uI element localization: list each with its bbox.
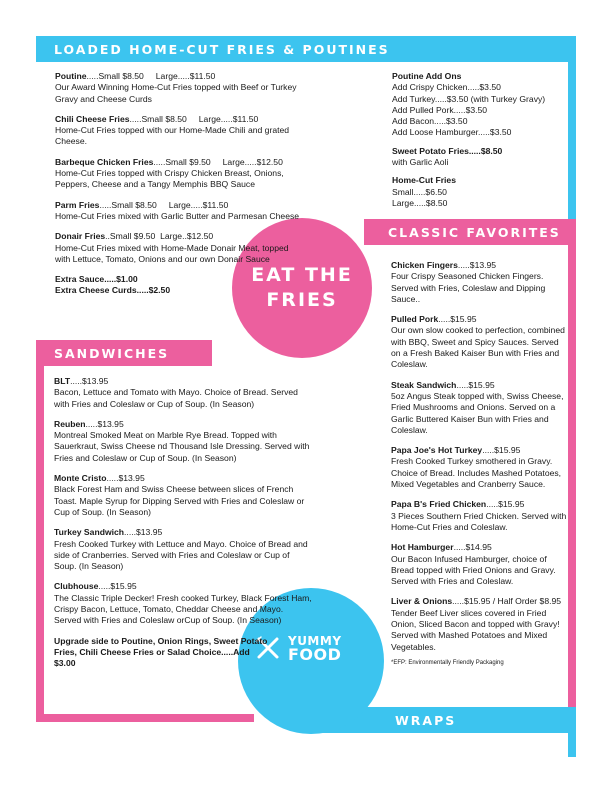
addon-2: Add Turkey.....$3.50 (with Turkey Gravy) xyxy=(392,93,546,104)
addon-1: Add Crispy Chicken.....$3.50 xyxy=(392,82,501,93)
sandwich-item-name: Clubhouse xyxy=(54,581,99,592)
fries-item-description: Home-Cut Fries mixed with Home-Made Donair Meat, topped with Lettuce, Tomato, Onions and our own Donair Sauce xyxy=(55,242,289,264)
fries-item-price: .....Small $8.50 Large.....$11.50 xyxy=(129,113,259,124)
sweet-potato-desc: with Garlic Aoli xyxy=(392,157,449,168)
classic-item xyxy=(391,445,569,490)
fries-item xyxy=(55,71,305,105)
classic-item-name: Hot Hamburger xyxy=(391,542,454,553)
classic-item-description: Four Crispy Seasoned Chicken Fingers. Served with Fries, Coleslaw and Dipping Sauce.. xyxy=(391,271,546,304)
sweet-potato-fries: Sweet Potato Fries.....$8.50 xyxy=(392,145,503,156)
sandwich-item xyxy=(54,419,312,464)
sandwich-item-price: .....$13.95 xyxy=(70,376,109,386)
fries-item xyxy=(55,231,305,265)
classic-item-description: Fresh Cooked Turkey smothered in Gravy. Choice of Bread. Includes Mashed Potatoes, Mixed Vegetables and Cranberry Sauce. xyxy=(391,456,562,490)
classic-item-price: .....$15.95 xyxy=(438,314,477,325)
classic-item-description: 5oz Angus Steak topped with, Swiss Cheese, Fried Mushrooms and Onions. Served on a Garlic Buttered Kaiser Bun with Fries and Coleslaw. xyxy=(391,390,564,435)
addon-3: Add Pulled Pork.....$3.50 xyxy=(392,104,488,115)
classic-item-name: Steak Sandwich xyxy=(391,379,457,390)
wraps-section-title: WRAPS xyxy=(395,713,457,728)
eat-line-2: FRIES xyxy=(266,289,338,311)
sandwich-item xyxy=(54,376,312,410)
classic-item-price: .....$13.95 xyxy=(457,260,497,270)
fries-section-title: LOADED HOME-CUT FRIES & POUTINES xyxy=(54,42,390,57)
fries-item-price: .....Small $8.50 Large.....$11.50 xyxy=(86,71,216,81)
sandwich-item-name: BLT xyxy=(54,376,71,386)
classic-item-description: Our Bacon Infused Hamburger, choice of Bread topped with Fried Onions and Gravy. Served with Fries and Coleslaw. xyxy=(391,553,556,587)
fries-item-name: Donair Fries xyxy=(55,231,106,242)
fries-list xyxy=(55,71,305,297)
classic-item-description: Our own slow cooked to perfection, combined with BBQ, Sweet and Spicy Sauces. Served on a Fresh Baked Kaiser Bun with Fries and Coleslaw. xyxy=(391,325,565,370)
bottom-border-pink xyxy=(36,714,254,722)
sandwich-item-price: .....$15.95 xyxy=(98,581,137,592)
homecut-large: Large.....$8.50 xyxy=(392,197,448,208)
classic-section-title: CLASSIC FAVORITES xyxy=(388,225,561,240)
sandwich-item-name: Reuben xyxy=(54,418,86,429)
fries-item xyxy=(55,200,305,223)
classic-item-description: 3 Pieces Southern Fried Chicken. Served with Home-Cut Fries and Coleslaw. xyxy=(391,510,567,532)
yummy-line-1: YUMMY xyxy=(288,634,342,648)
poutine-addons xyxy=(392,71,567,209)
classic-item-price: .....$15.95 / Half Order $8.95 xyxy=(452,596,562,607)
fries-item-name: Barbeque Chicken Fries xyxy=(55,156,154,167)
classic-item-name: Papa Joe's Hot Turkey xyxy=(391,445,483,456)
classic-item xyxy=(391,314,569,370)
homecut-small: Small.....$6.50 xyxy=(392,186,447,197)
upgrade-note: Upgrade side to Poutine, Onion Rings, Sweet Potato Fries, Chili Cheese Fries or Salad Choice.....Add $3.00 xyxy=(54,635,268,669)
sandwich-item-description: Black Forest Ham and Swiss Cheese between slices of French Toast. Maple Syrup for Dipping Served with Fries and Coleslaw or Cup of Soup. (In Season) xyxy=(54,484,305,517)
fries-item-name: Poutine xyxy=(55,71,87,81)
classic-item-description: Tender Beef Liver slices covered in Fried Onion, Sliced Bacon and topped with Gravy! Served with Mashed Potatoes and Mixed Vegetables. xyxy=(391,607,560,652)
classic-item xyxy=(391,260,569,305)
fries-item-description: Our Award Winning Home-Cut Fries topped with Beef or Turkey Gravy and Cheese Curds xyxy=(55,82,297,104)
sandwich-item-description: Montreal Smoked Meat on Marble Rye Bread. Topped with Sauerkraut, Swiss Cheese nd Thousand Isle Dressing. Served with Fries and Coleslaw or Cup of Soup. (In Season) xyxy=(54,430,310,463)
classic-item xyxy=(391,499,569,533)
left-border-pink xyxy=(36,340,44,722)
fries-item-price: .....Small $8.50 Large.....$11.50 xyxy=(99,199,229,210)
sandwiches-section-title: SANDWICHES xyxy=(54,346,170,361)
fries-item-name: Parm Fries xyxy=(55,199,100,210)
fries-item xyxy=(55,114,305,148)
classic-item xyxy=(391,542,569,587)
classic-item-price: .....$15.95 xyxy=(482,445,521,456)
classic-item xyxy=(391,596,569,652)
classic-item xyxy=(391,380,569,436)
addon-4: Add Bacon.....$3.50 xyxy=(392,116,468,127)
extra-sauce: Extra Sauce.....$1.00 xyxy=(55,274,138,285)
yummy-line-2: FOOD xyxy=(288,645,342,664)
fries-item-name: Chili Cheese Fries xyxy=(55,113,130,124)
eat-line-1: EAT THE xyxy=(251,264,353,286)
sandwich-list xyxy=(54,376,312,670)
classic-item-name: Liver & Onions xyxy=(391,596,453,607)
classic-item-name: Papa B's Fried Chicken xyxy=(391,499,487,510)
classic-item-price: .....$15.95 xyxy=(456,379,495,390)
addon-5: Add Loose Hamburger.....$3.50 xyxy=(392,127,512,138)
sandwich-item-price: .....$13.95 xyxy=(106,473,145,484)
right-border-bottom xyxy=(568,707,576,757)
homecut-title: Home-Cut Fries xyxy=(392,175,456,186)
classic-list xyxy=(391,260,569,669)
sandwich-item-price: .....$13.95 xyxy=(124,527,163,538)
sandwich-item-price: .....$13.95 xyxy=(85,418,124,429)
right-border-pink xyxy=(568,219,576,707)
classic-item-name: Chicken Fingers xyxy=(391,260,458,270)
sandwich-item-name: Turkey Sandwich xyxy=(54,527,125,538)
sandwich-item-name: Monte Cristo xyxy=(54,473,107,484)
efp-note: *EFP: Environmentally Friendly Packaging xyxy=(391,659,504,666)
sandwich-item xyxy=(54,581,312,626)
sandwich-item-description: Fresh Cooked Turkey with Lettuce and Mayo. Choice of Bread and side of Cranberries. Served with Fries and Coleslaw or Cup of Soup. (In Season) xyxy=(54,538,308,572)
right-border-top xyxy=(568,36,576,222)
fries-item-description: Home-Cut Fries topped with Crispy Chicken Breast, Onions, Peppers, Cheese and a Tangy Memphis BBQ Sauce xyxy=(55,168,284,190)
fries-item-price: .....Small $9.50 Large.....$12.50 xyxy=(153,156,283,167)
sandwich-item-description: Bacon, Lettuce and Tomato with Mayo. Choice of Bread. Served with Fries and Coleslaw or Cup of Soup. (In Season) xyxy=(54,387,298,409)
fries-item-description: Home-Cut Fries mixed with Garlic Butter and Parmesan Cheese xyxy=(55,210,300,221)
sandwich-item xyxy=(54,473,312,518)
fries-item-description: Home-Cut Fries topped with our Home-Made Chili and grated Cheese. xyxy=(55,125,290,147)
extra-cheese-curds: Extra Cheese Curds.....$2.50 xyxy=(55,285,171,296)
classic-item-name: Pulled Pork xyxy=(391,314,439,325)
sandwich-item xyxy=(54,527,312,572)
sandwich-item-description: The Classic Triple Decker! Fresh cooked Turkey, Black Forest Ham, Crispy Bacon, Lettuce, Tomato, Cheddar Cheese and Mayo. Served with Fries and Coleslaw orCup of Soup. (In Season) xyxy=(54,592,312,626)
fries-item xyxy=(55,157,305,191)
fries-item-price: ..Small $9.50 Large..$12.50 xyxy=(105,231,214,242)
classic-item-price: .....$15.95 xyxy=(486,499,525,510)
addons-title: Poutine Add Ons xyxy=(392,71,462,81)
classic-item-price: .....$14.95 xyxy=(453,542,492,553)
